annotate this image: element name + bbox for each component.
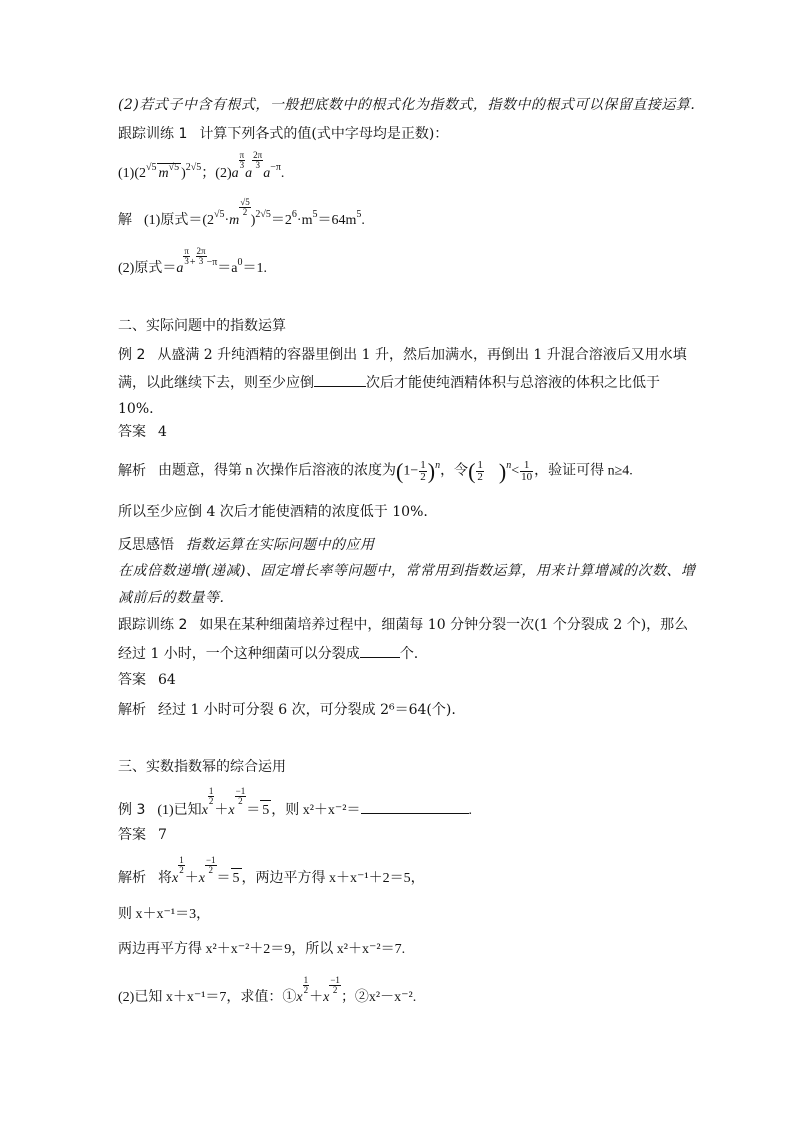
example-2-line-1 [118,345,687,365]
label: 例 2 [118,347,146,363]
part-c: ＝1. [242,261,267,276]
training-2-line-2 [118,643,418,664]
text-c: . [468,803,472,818]
part-e: . [361,213,365,228]
text-c: ，验证可得 n≥4. [534,463,633,479]
label: 跟踪训练 1 [118,126,188,142]
question-1: $(1)(2^{√5}$ $m^{√5}$ )$^{2√5}$；(2)a $\frac{\pi}{3}$ a $\frac{2\pi}{3}$ $a^{-\pi}$. [118,163,284,185]
analysis-2-conclusion: 所以至少应倒 4 次后才能使酒精的浓度低于 10%. [118,504,428,520]
section-3-heading: 三、实数指数幂的综合运用 [118,759,286,775]
section-2-heading: 二、实际问题中的指数运算 [118,318,286,334]
label: 答案 [118,672,146,688]
text-a: (1)已知 [157,803,202,818]
text-a: 满，以此继续下去，则至少应倒 [118,375,314,391]
part-1-label: (1) [118,166,135,181]
text-b: ，令 [440,463,469,479]
label: 例 3 [118,802,146,818]
part-b: ＝2 [270,213,292,228]
analysis-2: 解析 由题意，得第 n 次操作后溶液的浓度为(1− $\frac{1}{2}$ )$^n$，令( $\frac{1}{2}$ )$^n$< $\frac{1}{10}$ ，验证可得 n≥4. [118,458,633,484]
training-2-line-1 [118,615,688,635]
answer-blank [314,372,366,387]
label: 解析 [118,702,146,718]
answer-blank [360,643,400,658]
reflection-line-1: 在成倍数递增(递减)、固定增长率等问题中，常常用到指数运算，用来计算增减的次数、增 [118,563,696,579]
text: 经过 1 小时可分裂 6 次，可分裂成 2⁶＝64(个). [158,702,456,718]
training-1 [118,124,448,144]
solution-1: 解 (1)原式$=(2^{√5}\cdot m$ $\frac{√5}{2}$ )$^{2√5}=2^6\cdot m^5=64m^5$. [118,197,365,228]
text-b: ；②x²－x⁻². [340,990,417,1005]
text-a: 由题意，得第 n 次操作后溶液的浓度为 [158,463,396,479]
analysis-3 [118,700,456,720]
answer-2 [118,422,167,442]
answer-4 [118,825,167,845]
part-a: (2)原式＝ [118,261,177,276]
text-b: 次后才能使纯酒精体积与总溶液的体积之比低于 [366,375,660,391]
analysis-4-step-3: 两边再平方得 x²＋x⁻²＋2＝9，所以 x²＋x⁻²＝7. [118,942,406,957]
text-b: ，则 x²＋x⁻²＝ [271,803,361,818]
text-b: 个. [399,646,419,662]
label: 答案 [118,827,146,843]
example-2-line-2 [118,372,660,393]
text: 如果在某种细菌培养过程中，细菌每 10 分钟分裂一次(1 个分裂成 2 个)，那么 [199,617,689,633]
label: 答案 [118,424,146,440]
text-a: 经过 1 小时，一个这种细菌可以分裂成 [118,646,360,662]
label: 反思感悟 [118,537,174,553]
part-c: ·m [296,213,313,228]
value: 7 [158,827,167,843]
analysis-4-step-2: 则 x＋x⁻¹＝3， [118,907,211,922]
label: 跟踪训练 2 [118,617,188,633]
label: 解 [118,212,132,228]
value: 4 [158,424,167,440]
paragraph-root-rule: (2)若式子中含有根式，一般把底数中的根式化为指数式，指数中的根式可以保留直接运算. [118,97,696,113]
example-2-line-3: 10%. [118,401,154,417]
label: 解析 [118,462,146,479]
title: 指数运算在实际问题中的应用 [186,537,375,553]
part-b: ＝a [217,261,238,276]
reflection [118,535,375,555]
part-a: (1)原式＝ [144,213,203,228]
part-2-label: ；(2) [201,166,232,181]
example-3-part-2: (2)已知 x＋x⁻¹＝7，求值：①x $\frac{1}{2}$ ＋x $\frac{-1}{2}$ ；②x²－x⁻². [118,975,417,1005]
part-d: ＝64m [317,213,357,228]
analysis-4: 解析 将x $\frac{1}{2}$ ＋x $\frac{-1}{2}$ ＝ 5 ，两边平方得 x＋x⁻¹＋2＝5， [118,868,425,889]
solution-2: (2)原式＝a $\frac{\pi}{3}$ + $\frac{2\pi}{3}$ $^{-\pi}=a^0=1$. [118,246,267,276]
text-a: 将 [158,871,172,886]
text-a: (2)已知 x＋x⁻¹＝7，求值：① [118,990,297,1005]
reflection-line-2: 减前后的数量等. [118,590,225,606]
answer-blank [361,799,469,814]
answer-3 [118,670,176,690]
text-b: ，两边平方得 x＋x⁻¹＋2＝5， [241,871,425,886]
label: 解析 [118,870,146,886]
text: 计算下列各式的值(式中字母均是正数)： [199,126,449,142]
example-3: 例 3 (1)已知x $\frac{1}{2}$ ＋x $\frac{-1}{2}$ ＝ 5 ，则 x²＋x⁻²＝ . [118,799,472,821]
value: 64 [158,672,176,688]
text: 从盛满 2 升纯酒精的容器里倒出 1 升，然后加满水，再倒出 1 升混合溶液后又用水填 [157,347,687,363]
